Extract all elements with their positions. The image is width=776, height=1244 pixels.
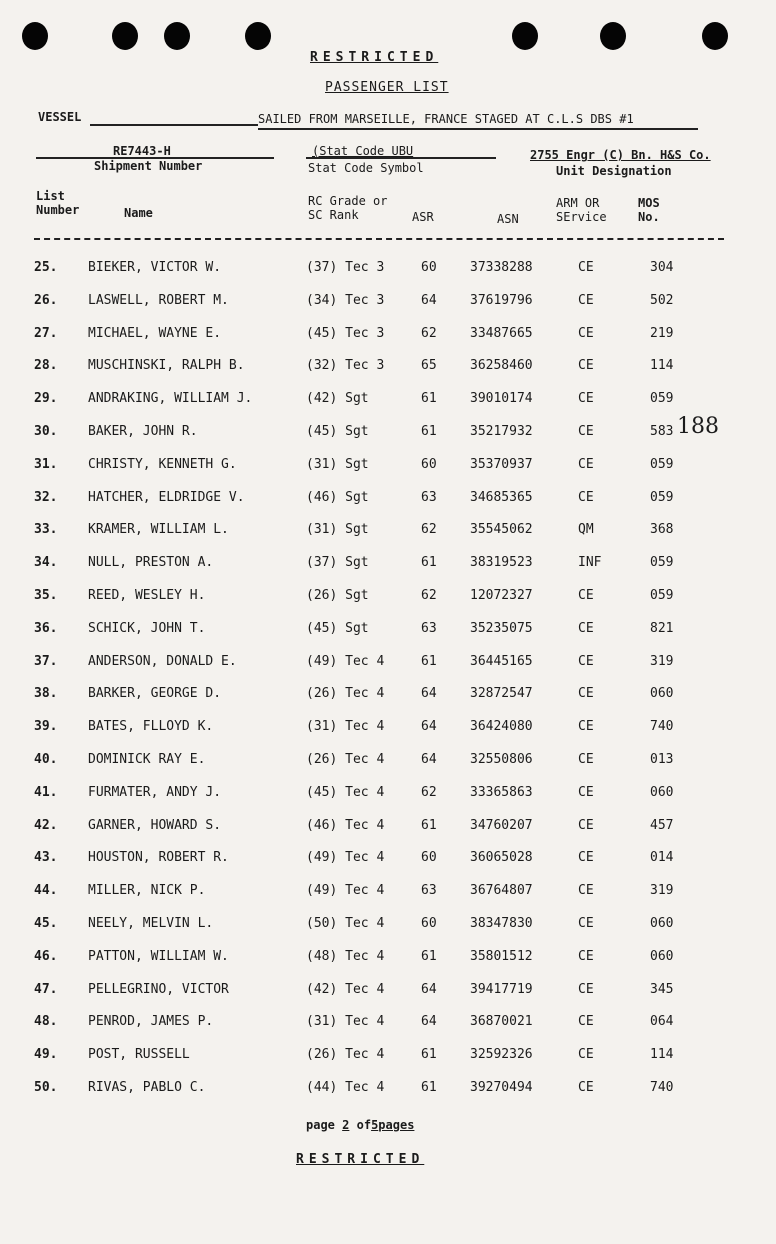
army-serial-number: 32592326 [470,1047,533,1063]
army-serial-number: 35217932 [470,424,533,439]
army-serial-number: 36870021 [470,1014,533,1030]
list-number: 37. [34,653,58,669]
passenger-name: REED, WESLEY H. [88,588,206,603]
table-row [0,522,776,546]
table-row [0,358,776,382]
passenger-name: CHRISTY, KENNETH G. [88,456,237,472]
arm-service: CE [578,948,594,964]
passenger-name: RIVAS, PABLO C. [88,1080,206,1095]
table-row [0,654,776,678]
asr-score: 62 [421,325,437,341]
passenger-name: PENROD, JAMES P. [88,1014,214,1030]
column-header-mos: MOS No. [638,196,660,224]
list-number: 25. [34,260,58,275]
document-title: PASSENGER LIST [325,80,449,95]
asr-score: 61 [421,817,437,833]
mos-number: 013 [650,752,674,767]
army-serial-number: 33365863 [470,784,533,800]
passenger-name: NEELY, MELVIN L. [88,916,214,931]
table-row [0,424,776,448]
table-row [0,752,776,776]
unit-designation-label: Unit Designation [556,164,672,178]
passenger-name: ANDERSON, DONALD E. [88,653,237,669]
table-row [0,326,776,350]
table-row [0,1047,776,1071]
army-serial-number: 34685365 [470,489,533,505]
arm-service: CE [578,358,594,374]
vessel-blank-line [90,124,258,126]
arm-service: CE [578,850,594,866]
table-row [0,686,776,710]
mos-number: 064 [650,1014,674,1030]
arm-service: CE [578,456,594,472]
grade-rank: (46) Tec 4 [306,817,385,833]
arm-service: CE [578,653,594,669]
grade-rank: (49) Tec 4 [306,653,385,669]
army-serial-number: 38347830 [470,916,533,931]
grade-rank: (42) Sgt [306,391,369,407]
list-number: 39. [34,719,58,735]
table-row [0,916,776,940]
grade-rank: (45) Tec 4 [306,784,385,800]
passenger-name: FURMATER, ANDY J. [88,784,222,800]
table-row [0,260,776,284]
grade-rank: (31) Sgt [306,456,369,472]
grade-rank: (45) Tec 3 [306,325,385,341]
binder-hole [600,22,626,50]
passenger-name: DOMINICK RAY E. [88,752,206,767]
column-header-grade: RC Grade or SC Rank [308,194,388,222]
list-number: 50. [34,1080,58,1095]
binder-hole [164,22,190,50]
table-row [0,1014,776,1038]
asr-score: 60 [421,916,437,931]
stat-code-label: Stat Code Symbol [308,161,424,175]
army-serial-number: 32550806 [470,752,533,767]
mos-number: 219 [650,325,674,341]
grade-rank: (42) Tec 4 [306,981,385,997]
arm-service: CE [578,292,594,308]
arm-service: CE [578,620,594,636]
passenger-name: PATTON, WILLIAM W. [88,948,229,964]
arm-service: CE [578,784,594,800]
handwritten-page-number: 188 [677,414,719,439]
table-row [0,490,776,514]
asr-score: 62 [421,588,437,603]
asr-score: 64 [421,752,437,767]
army-serial-number: 39417719 [470,981,533,997]
arm-service: CE [578,260,594,275]
asr-score: 64 [421,292,437,308]
grade-rank: (34) Tec 3 [306,292,385,308]
list-number: 34. [34,555,58,571]
arm-service: CE [578,588,594,603]
column-header-asn: ASN [497,212,519,226]
passenger-name: LASWELL, ROBERT M. [88,292,229,308]
passenger-name: MUSCHINSKI, RALPH B. [88,358,245,374]
mos-number: 304 [650,260,674,275]
table-row [0,457,776,481]
grade-rank: (31) Sgt [306,522,369,538]
list-number: 31. [34,456,58,472]
column-header-list-number: List Number [36,189,80,217]
list-number: 43. [34,850,58,866]
army-serial-number: 35801512 [470,948,533,964]
shipment-number-label: Shipment Number [94,159,203,173]
arm-service: CE [578,391,594,407]
passenger-name: BIEKER, VICTOR W. [88,260,222,275]
passenger-name: HATCHER, ELDRIDGE V. [88,489,245,505]
table-row [0,818,776,842]
passenger-name: BAKER, JOHN R. [88,424,198,439]
asr-score: 61 [421,948,437,964]
passenger-name: MICHAEL, WAYNE E. [88,325,222,341]
list-number: 42. [34,817,58,833]
grade-rank: (31) Tec 4 [306,719,385,735]
army-serial-number: 36445165 [470,653,533,669]
list-number: 32. [34,489,58,505]
list-number: 29. [34,391,58,407]
list-number: 47. [34,981,58,997]
mos-number: 114 [650,358,674,374]
sailed-from-text: SAILED FROM MARSEILLE, FRANCE STAGED AT C.L.S DBS #1 [258,112,634,126]
mos-number: 060 [650,948,674,964]
grade-rank: (45) Sgt [306,424,369,439]
army-serial-number: 34760207 [470,817,533,833]
list-number: 27. [34,325,58,341]
list-number: 36. [34,620,58,636]
arm-service: CE [578,325,594,341]
mos-number: 060 [650,686,674,702]
asr-score: 65 [421,358,437,374]
mos-number: 059 [650,489,674,505]
table-row [0,785,776,809]
header-dashed-rule [34,238,724,240]
mos-number: 059 [650,391,674,407]
army-serial-number: 39270494 [470,1080,533,1095]
arm-service: CE [578,981,594,997]
grade-rank: (31) Tec 4 [306,1014,385,1030]
arm-service: CE [578,719,594,735]
list-number: 44. [34,883,58,899]
table-row [0,949,776,973]
list-number: 40. [34,752,58,767]
arm-service: CE [578,916,594,931]
asr-score: 61 [421,1080,437,1095]
army-serial-number: 36764807 [470,883,533,899]
list-number: 48. [34,1014,58,1030]
passenger-name: PELLEGRINO, VICTOR [88,981,229,997]
list-number: 46. [34,948,58,964]
grade-rank: (37) Sgt [306,555,369,571]
binder-hole [112,22,138,50]
grade-rank: (26) Sgt [306,588,369,603]
binder-hole [512,22,538,50]
asr-score: 63 [421,489,437,505]
passenger-name: ANDRAKING, WILLIAM J. [88,391,253,407]
army-serial-number: 35235075 [470,620,533,636]
army-serial-number: 39010174 [470,391,533,407]
page-indicator: page 2 of5pages [306,1118,415,1132]
mos-number: 821 [650,620,674,636]
passenger-name: BATES, FLLOYD K. [88,719,214,735]
asr-score: 61 [421,424,437,439]
arm-service: CE [578,817,594,833]
restricted-footer: RESTRICTED [296,1152,425,1167]
asr-score: 60 [421,456,437,472]
arm-service: CE [578,752,594,767]
arm-service: CE [578,424,594,439]
mos-number: 059 [650,588,674,603]
army-serial-number: 36258460 [470,358,533,374]
arm-service: CE [578,1047,594,1063]
arm-service: CE [578,883,594,899]
army-serial-number: 36424080 [470,719,533,735]
passenger-name: MILLER, NICK P. [88,883,206,899]
mos-number: 060 [650,784,674,800]
asr-score: 60 [421,260,437,275]
asr-score: 64 [421,686,437,702]
mos-number: 114 [650,1047,674,1063]
grade-rank: (44) Tec 4 [306,1080,385,1095]
grade-rank: (26) Tec 4 [306,1047,385,1063]
army-serial-number: 35545062 [470,522,533,538]
table-row [0,391,776,415]
grade-rank: (37) Tec 3 [306,260,385,275]
mos-number: 319 [650,653,674,669]
grade-rank: (50) Tec 4 [306,916,385,931]
mos-number: 060 [650,916,674,931]
arm-service: QM [578,522,594,538]
grade-rank: (49) Tec 4 [306,850,385,866]
grade-rank: (26) Tec 4 [306,752,385,767]
table-row [0,719,776,743]
stat-code-underline [306,157,496,159]
arm-service: CE [578,489,594,505]
arm-service: CE [578,686,594,702]
arm-service: INF [578,555,602,571]
mos-number: 740 [650,719,674,735]
arm-service: CE [578,1014,594,1030]
column-header-asr: ASR [412,210,434,224]
asr-score: 61 [421,391,437,407]
mos-number: 014 [650,850,674,866]
list-number: 26. [34,292,58,308]
unit-designation-value: 2755 Engr (C) Bn. H&S Co. [530,148,711,162]
asr-score: 60 [421,850,437,866]
table-row [0,621,776,645]
grade-rank: (32) Tec 3 [306,358,385,374]
asr-score: 64 [421,1014,437,1030]
passenger-name: SCHICK, JOHN T. [88,620,206,636]
passenger-name: NULL, PRESTON A. [88,555,214,571]
asr-score: 64 [421,719,437,735]
list-number: 38. [34,686,58,702]
asr-score: 61 [421,653,437,669]
asr-score: 64 [421,981,437,997]
asr-score: 62 [421,522,437,538]
binder-hole [245,22,271,50]
army-serial-number: 33487665 [470,325,533,341]
table-row [0,850,776,874]
army-serial-number: 12072327 [470,588,533,603]
army-serial-number: 35370937 [470,456,533,472]
arm-service: CE [578,1080,594,1095]
mos-number: 059 [650,456,674,472]
table-row [0,555,776,579]
grade-rank: (26) Tec 4 [306,686,385,702]
list-number: 35. [34,588,58,603]
list-number: 33. [34,522,58,538]
passenger-name: HOUSTON, ROBERT R. [88,850,229,866]
passenger-name: POST, RUSSELL [88,1047,190,1063]
vessel-label: VESSEL [38,110,82,124]
list-number: 41. [34,784,58,800]
mos-number: 457 [650,817,674,833]
column-header-name: Name [124,206,153,220]
army-serial-number: 37338288 [470,260,533,275]
mos-number: 368 [650,522,674,538]
column-header-arm: ARM OR SErvice [556,196,607,224]
mos-number: 319 [650,883,674,899]
grade-rank: (48) Tec 4 [306,948,385,964]
shipment-number-value: RE7443-H [113,144,171,158]
grade-rank: (46) Sgt [306,489,369,505]
asr-score: 61 [421,1047,437,1063]
list-number: 28. [34,358,58,374]
table-row [0,293,776,317]
army-serial-number: 32872547 [470,686,533,702]
restricted-header: RESTRICTED [310,50,439,65]
grade-rank: (49) Tec 4 [306,883,385,899]
table-row [0,588,776,612]
passenger-name: KRAMER, WILLIAM L. [88,522,229,538]
sailed-from-line [258,112,698,130]
passenger-name: BARKER, GEORGE D. [88,686,222,702]
table-row [0,982,776,1006]
army-serial-number: 36065028 [470,850,533,866]
mos-number: 502 [650,292,674,308]
mos-number: 740 [650,1080,674,1095]
table-row [0,883,776,907]
asr-score: 63 [421,883,437,899]
list-number: 45. [34,916,58,931]
list-number: 49. [34,1047,58,1063]
asr-score: 62 [421,784,437,800]
army-serial-number: 37619796 [470,292,533,308]
grade-rank: (45) Sgt [306,620,369,636]
passenger-name: GARNER, HOWARD S. [88,817,222,833]
binder-hole [22,22,48,50]
asr-score: 63 [421,620,437,636]
stat-code-value: (Stat Code UBU [312,144,414,158]
mos-number: 583 [650,424,674,439]
list-number: 30. [34,424,58,439]
asr-score: 61 [421,555,437,571]
army-serial-number: 38319523 [470,555,533,571]
table-row [0,1080,776,1104]
mos-number: 345 [650,981,674,997]
binder-hole [702,22,728,50]
mos-number: 059 [650,555,674,571]
